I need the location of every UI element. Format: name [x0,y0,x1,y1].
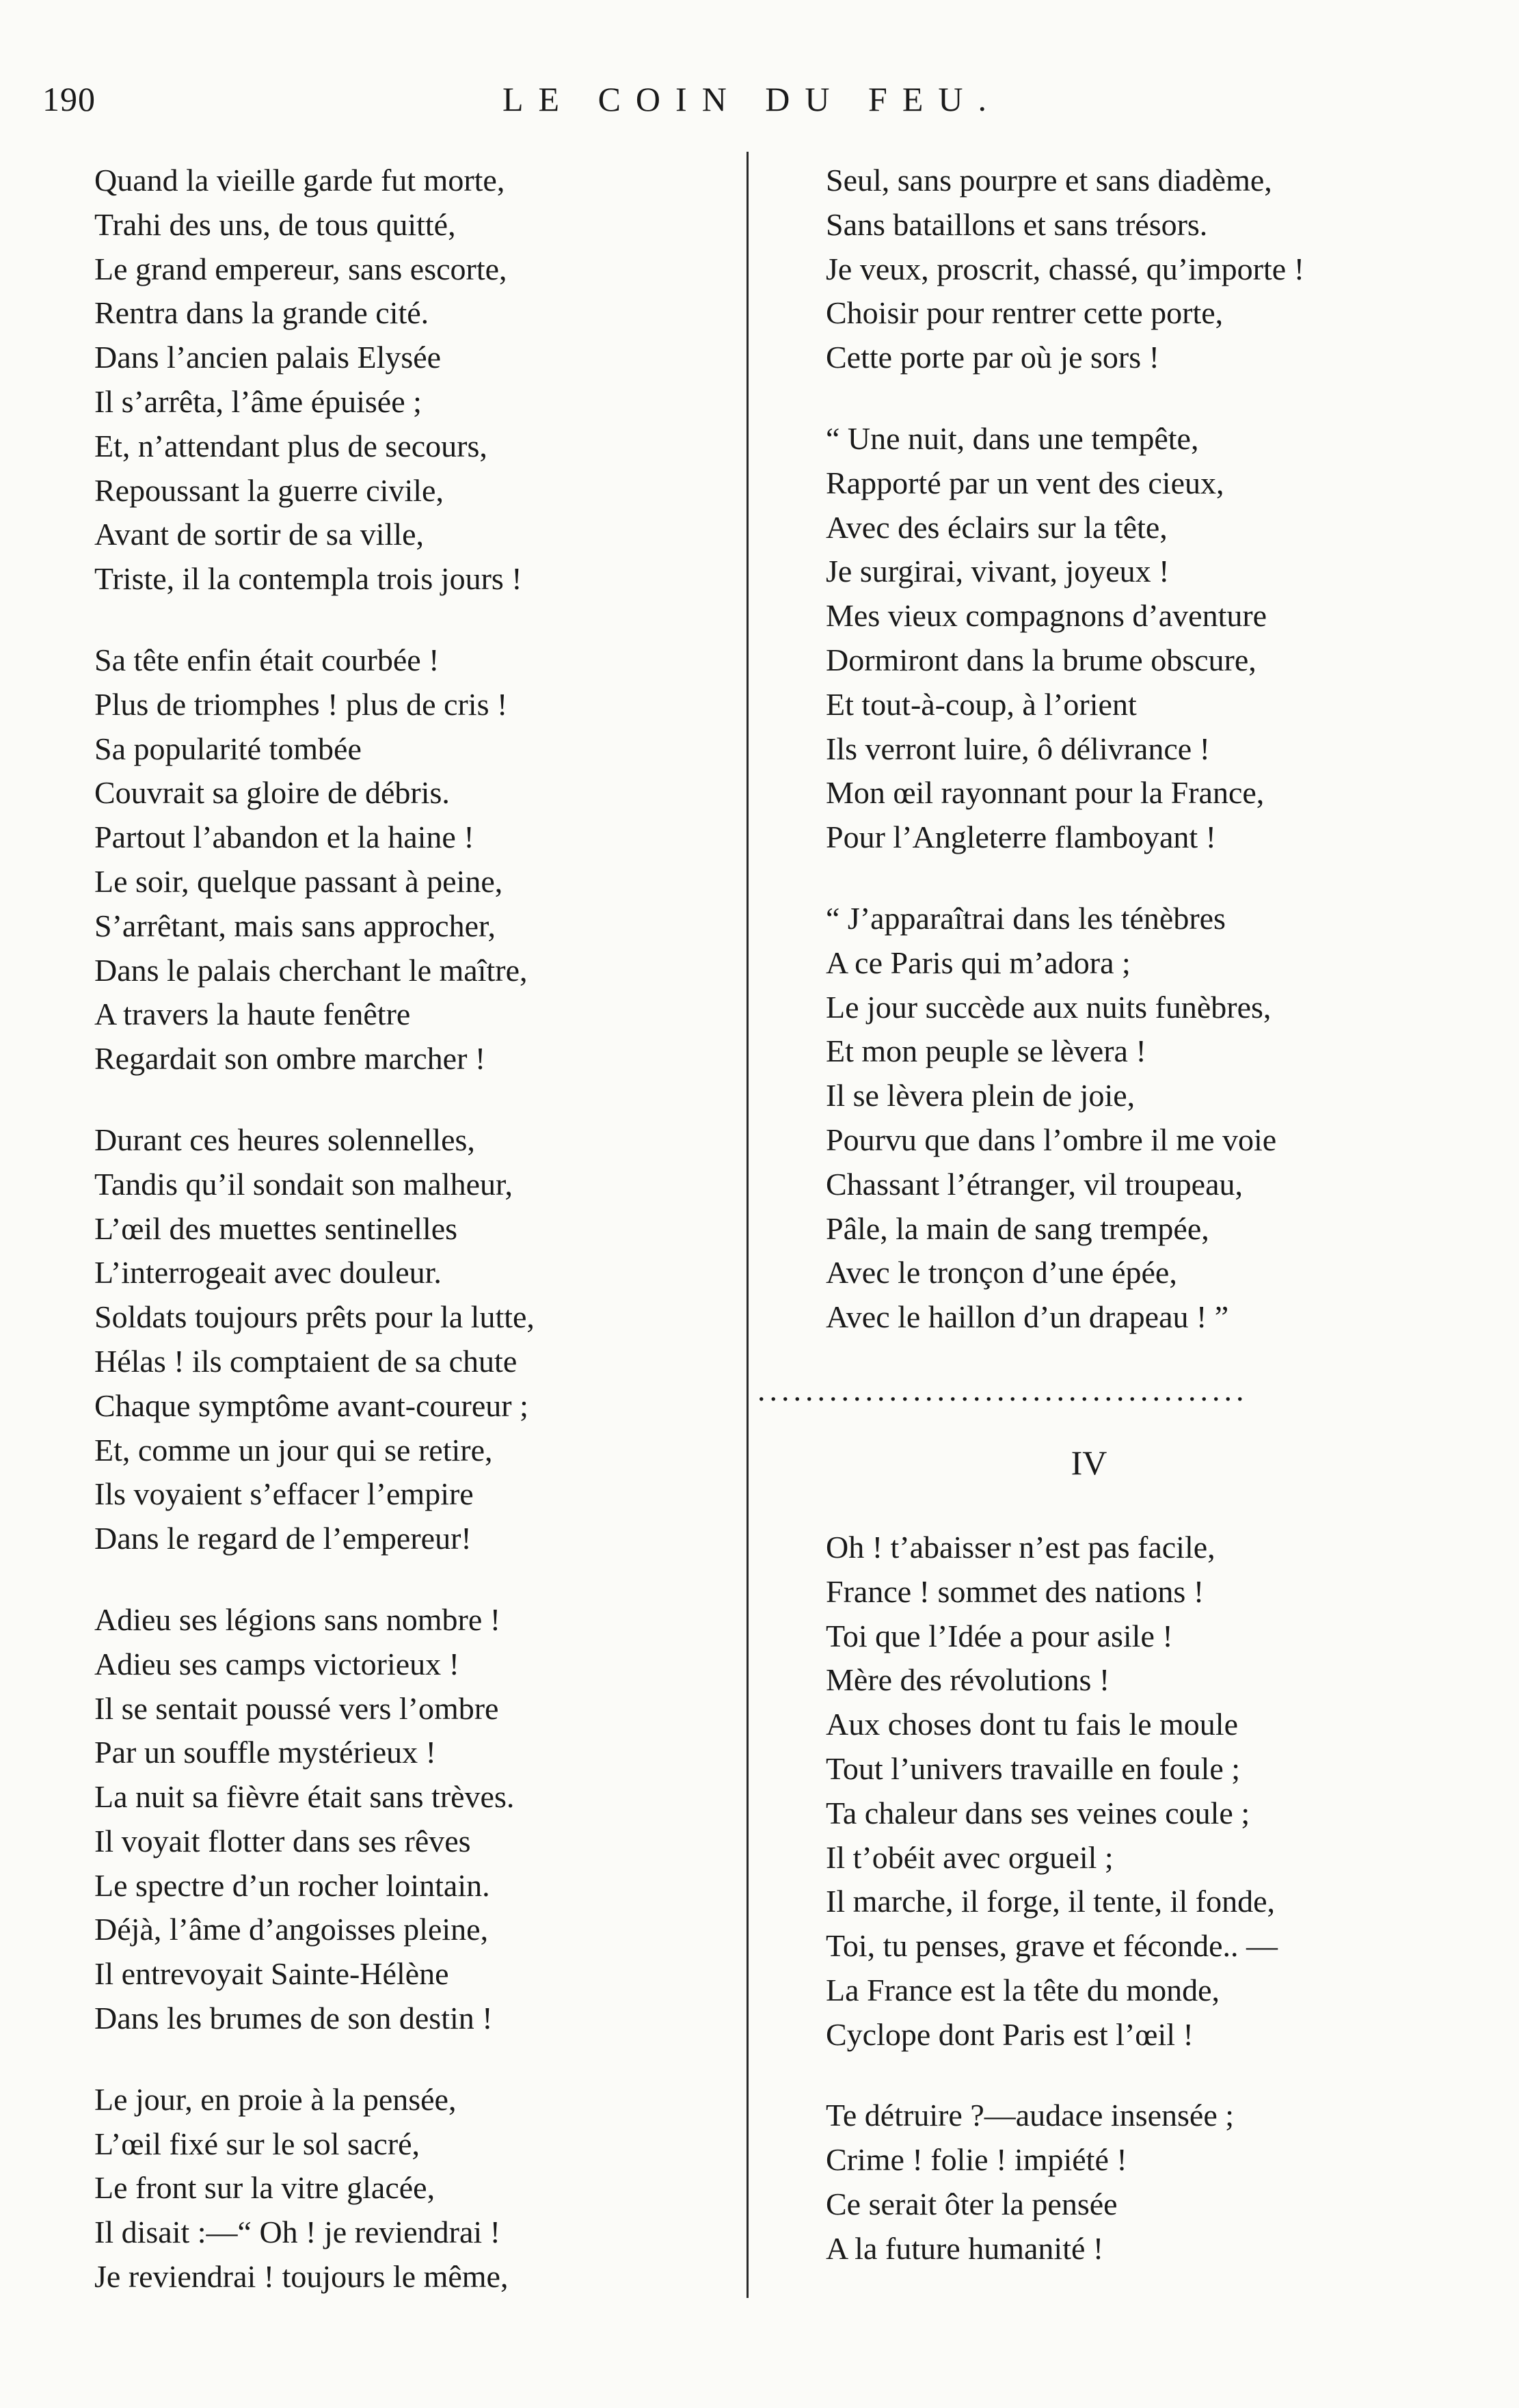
verse-line: Sa popularité tombée [94,731,362,766]
verse-line: Et mon peuple se lèvera ! [826,1033,1146,1069]
verse-line: Trahi des uns, de tous quitté, [94,206,456,242]
verse-line: Te détruire ?—audace insensée ; [826,2098,1235,2133]
verse-line: France ! sommet des nations ! [826,1573,1205,1609]
verse-line: Le jour succède aux nuits funèbres, [826,989,1272,1025]
verse-line: Avec des éclairs sur la tête, [826,509,1168,545]
verse-line: Choisir pour rentrer cette porte, [826,295,1224,331]
verse-line: Dans le palais cherchant le maître, [94,952,528,988]
right-column [757,159,1482,2308]
section-separator: ......................................... [757,1376,1248,1404]
verse-line: Chassant l’étranger, vil troupeau, [826,1166,1244,1202]
verse-line: A ce Paris qui m’adora ; [826,945,1131,980]
verse-line: Hélas ! ils comptaient de sa chute [94,1343,517,1379]
stanza [826,159,1482,380]
verse-line: Soldats toujours prêts pour la lutte, [94,1299,535,1335]
verse-line: Avec le haillon d’un drapeau ! ” [826,1299,1229,1335]
verse-line: Tandis qu’il sondait son malheur, [94,1166,513,1202]
stanza [826,1526,1482,2057]
verse-line: Pourvu que dans l’ombre il me voie [826,1122,1277,1157]
verse-line: Rentra dans la grande cité. [94,295,429,331]
stanza [826,2094,1482,2271]
verse-line: Le soir, quelque passant à peine, [94,863,503,899]
verse-line: Mère des révolutions ! [826,1662,1110,1698]
verse-line: Je reviendrai ! toujours le même, [94,2259,509,2295]
verse-line: Et, n’attendant plus de secours, [94,428,487,463]
verse-line: La nuit sa fièvre était sans trèves. [94,1779,515,1815]
verse-line: Il t’obéit avec orgueil ; [826,1839,1114,1875]
verse-line: Il marche, il forge, il tente, il fonde, [826,1884,1275,1919]
verse-line: Mes vieux compagnons d’aventure [826,598,1267,634]
verse-line: L’œil fixé sur le sol sacré, [94,2126,420,2161]
verse-line: Cette porte par où je sors ! [826,340,1159,375]
page-number: 190 [42,80,96,118]
verse-line: Ce serait ôter la pensée [826,2187,1118,2222]
verse-line: Par un souffle mystérieux ! [94,1735,436,1770]
verse-line: Mon œil rayonnant pour la France, [826,775,1265,811]
verse-line: Quand la vieille garde fut morte, [94,163,505,198]
verse-line: Sa tête enfin était courbée ! [94,642,440,677]
verse-line: “ J’apparaîtrai dans les ténèbres [826,900,1226,936]
verse-line: Il se lèvera plein de joie, [826,1078,1135,1113]
verse-line: Le jour, en proie à la pensée, [94,2081,457,2117]
verse-line: Triste, il la contempla trois jours ! [94,561,522,597]
verse-line: Avant de sortir de sa ville, [94,517,425,552]
verse-line: Ils voyaient s’effacer l’empire [94,1476,474,1512]
verse-line: Je veux, proscrit, chassé, qu’importe ! [826,251,1305,286]
verse-line: Toi, tu penses, grave et féconde.. — [826,1928,1278,1964]
verse-line: Cyclope dont Paris est l’œil ! [826,2016,1194,2052]
stanza [94,2078,723,2299]
verse-line: Tout l’univers travaille en foule ; [826,1750,1241,1786]
verse-line: Le front sur la vitre glacée, [94,2170,435,2206]
verse-line: Il s’arrêta, l’âme épuisée ; [94,383,422,419]
verse-line: Le spectre d’un rocher lointain. [94,1867,490,1903]
verse-line: Crime ! folie ! impiété ! [826,2142,1127,2178]
verse-line: Il se sentait poussé vers l’ombre [94,1690,499,1726]
verse-line: Seul, sans pourpre et sans diadème, [826,163,1272,198]
verse-line: Partout l’abandon et la haine ! [94,820,474,855]
verse-line: Rapporté par un vent des cieux, [826,465,1224,500]
verse-line: Ta chaleur dans ses veines coule ; [826,1795,1250,1830]
verse-line: Pour l’Angleterre flamboyant ! [826,820,1216,855]
verse-line: A travers la haute fenêtre [94,997,411,1032]
verse-line: Adieu ses légions sans nombre ! [94,1601,501,1637]
verse-line: Dans le regard de l’empereur! [94,1521,472,1556]
stanza [94,159,723,601]
verse-line: Chaque symptôme avant-coureur ; [94,1388,528,1423]
verse-line: Couvrait sa gloire de débris. [94,775,450,811]
verse-line: L’œil des muettes sentinelles [94,1210,458,1246]
stanza [94,1118,723,1561]
verse-line: Il entrevoyait Sainte-Hélène [94,1956,449,1992]
verse-line: Le grand empereur, sans escorte, [94,251,507,286]
stanza [94,1598,723,2041]
stanza [826,897,1482,1340]
verse-line: L’interrogeait avec douleur. [94,1255,442,1290]
verse-line: Je surgirai, vivant, joyeux ! [826,554,1170,589]
running-head: LE COIN DU FEU. [502,80,1002,118]
verse-line: Déjà, l’âme d’angoisses pleine, [94,1912,489,1947]
verse-line: Adieu ses camps victorieux ! [94,1646,459,1681]
verse-line: Aux choses dont tu fais le moule [826,1707,1239,1742]
verse-line: Repoussant la guerre civile, [94,472,444,508]
left-column [94,159,723,2336]
verse-line: Ils verront luire, ô délivrance ! [826,731,1210,766]
verse-line: Regardait son ombre marcher ! [94,1041,486,1077]
verse-line: Pâle, la main de sang trempée, [826,1210,1209,1246]
verse-line: Et, comme un jour qui se retire, [94,1432,493,1467]
verse-line: Avec le tronçon d’une épée, [826,1255,1177,1290]
verse-line: S’arrêtant, mais sans approcher, [94,908,496,943]
verse-line: Plus de triomphes ! plus de cris ! [94,686,508,722]
column-rule [747,152,749,2298]
verse-line: Il voyait flotter dans ses rêves [94,1823,471,1858]
stanza [826,417,1482,860]
verse-line: Dans l’ancien palais Elysée [94,340,442,375]
verse-line: Dans les brumes de son destin ! [94,2001,493,2036]
verse-line: Toi que l’Idée a pour asile ! [826,1618,1173,1653]
verse-line: Durant ces heures solennelles, [94,1122,475,1157]
verse-line: Sans bataillons et sans trésors. [826,206,1208,242]
section-title: IV [1071,1443,1107,1482]
verse-line: “ Une nuit, dans une tempête, [826,420,1199,456]
verse-line: Dormiront dans la brume obscure, [826,642,1256,677]
verse-line: Oh ! t’abaisser n’est pas facile, [826,1529,1215,1565]
verse-line: A la future humanité ! [826,2230,1104,2266]
verse-line: Il disait :—“ Oh ! je reviendrai ! [94,2215,500,2250]
verse-line: La France est la tête du monde, [826,1972,1220,2007]
verse-line: Et tout-à-coup, à l’orient [826,686,1137,722]
stanza [94,638,723,1081]
